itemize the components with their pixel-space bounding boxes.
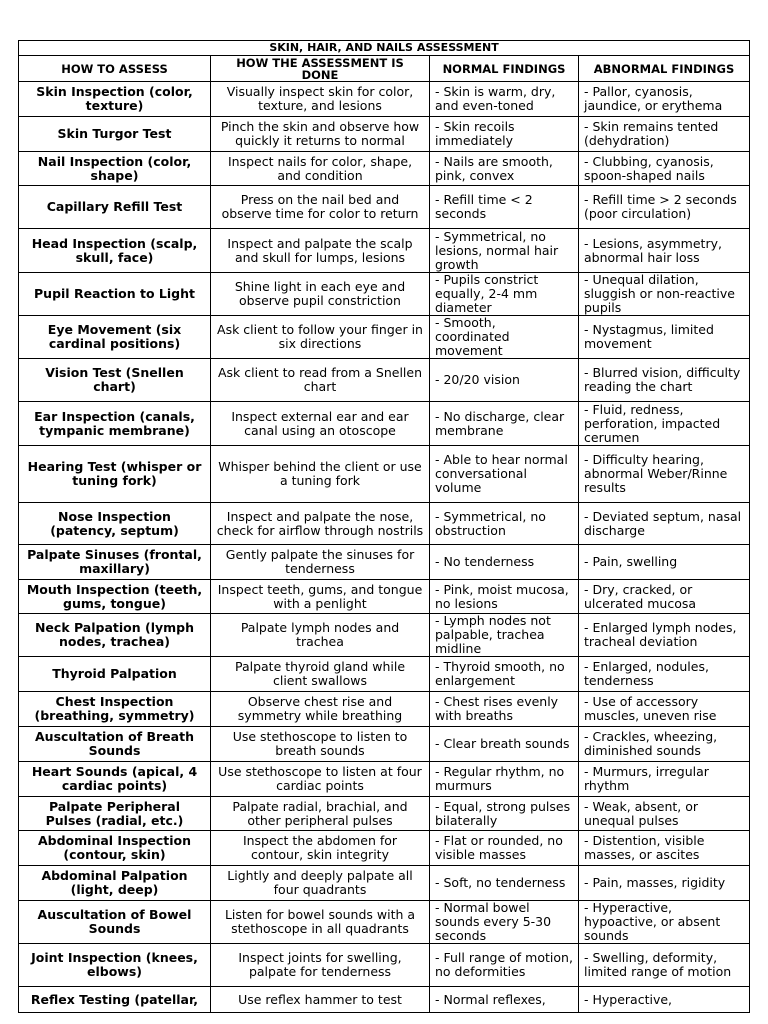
assessment-name-cell: Nail Inspection (color, shape): [19, 152, 211, 186]
abnormal-findings-cell: - Distention, visible masses, or ascites: [579, 831, 750, 866]
table-row: [19, 692, 750, 727]
normal-findings-cell: - 20/20 vision: [430, 359, 579, 402]
abnormal-findings-cell: - Weak, absent, or unequal pulses: [579, 797, 750, 831]
table-row: [19, 402, 750, 446]
table-row: [19, 944, 750, 987]
assessment-name-cell: Hearing Test (whisper or tuning fork): [19, 446, 211, 503]
table-row: [19, 503, 750, 545]
assessment-method-cell: Inspect joints for swelling, palpate for tenderness: [211, 944, 430, 987]
abnormal-findings-cell: - Murmurs, irregular rhythm: [579, 762, 750, 797]
abnormal-findings-cell: - Hyperactive,: [579, 987, 750, 1013]
assessment-method-cell: Visually inspect skin for color, texture, and lesions: [211, 82, 430, 117]
header-row: [19, 56, 750, 82]
abnormal-findings-cell: - Blurred vision, difficulty reading the chart: [579, 359, 750, 402]
assessment-method-cell: Use stethoscope to listen to breath sounds: [211, 727, 430, 762]
assessment-method-cell: Palpate lymph nodes and trachea: [211, 614, 430, 657]
assessment-name-cell: Joint Inspection (knees, elbows): [19, 944, 211, 987]
normal-findings-cell: - Flat or rounded, no visible masses: [430, 831, 579, 866]
assessment-name-cell: Palpate Peripheral Pulses (radial, etc.): [19, 797, 211, 831]
table-row: [19, 987, 750, 1013]
abnormal-findings-cell: - Fluid, redness, perforation, impacted cerumen: [579, 402, 750, 446]
normal-findings-cell: - Lymph nodes not palpable, trachea midline: [430, 614, 579, 657]
abnormal-findings-cell: - Crackles, wheezing, diminished sounds: [579, 727, 750, 762]
normal-findings-cell: - Smooth, coordinated movement: [430, 316, 579, 359]
table-row: [19, 359, 750, 402]
abnormal-findings-cell: - Hyperactive, hypoactive, or absent sounds: [579, 901, 750, 944]
assessment-method-cell: Inspect the abdomen for contour, skin integrity: [211, 831, 430, 866]
assessment-name-cell: Neck Palpation (lymph nodes, trachea): [19, 614, 211, 657]
abnormal-findings-cell: - Dry, cracked, or ulcerated mucosa: [579, 580, 750, 614]
abnormal-findings-cell: - Refill time > 2 seconds (poor circulation): [579, 186, 750, 229]
column-header-how-done: HOW THE ASSESSMENT IS DONE: [211, 56, 430, 82]
table-body: [19, 82, 750, 1013]
column-header-how-to-assess: HOW TO ASSESS: [19, 56, 211, 82]
abnormal-findings-cell: - Swelling, deformity, limited range of motion: [579, 944, 750, 987]
column-header-abnormal-findings: ABNORMAL FINDINGS: [579, 56, 750, 82]
normal-findings-cell: - Clear breath sounds: [430, 727, 579, 762]
assessment-name-cell: Heart Sounds (apical, 4 cardiac points): [19, 762, 211, 797]
normal-findings-cell: - Thyroid smooth, no enlargement: [430, 657, 579, 692]
assessment-name-cell: Auscultation of Breath Sounds: [19, 727, 211, 762]
assessment-method-cell: Use stethoscope to listen at four cardiac points: [211, 762, 430, 797]
table-row: [19, 727, 750, 762]
assessment-name-cell: Abdominal Palpation (light, deep): [19, 866, 211, 901]
normal-findings-cell: - Regular rhythm, no murmurs: [430, 762, 579, 797]
abnormal-findings-cell: - Use of accessory muscles, uneven rise: [579, 692, 750, 727]
assessment-method-cell: Whisper behind the client or use a tuning fork: [211, 446, 430, 503]
abnormal-findings-cell: - Pain, masses, rigidity: [579, 866, 750, 901]
assessment-method-cell: Pinch the skin and observe how quickly it returns to normal: [211, 117, 430, 152]
assessment-name-cell: Nose Inspection (patency, septum): [19, 503, 211, 545]
assessment-name-cell: Reflex Testing (patellar,: [19, 987, 211, 1013]
table-row: [19, 580, 750, 614]
normal-findings-cell: - Soft, no tenderness: [430, 866, 579, 901]
normal-findings-cell: - Skin is warm, dry, and even-toned: [430, 82, 579, 117]
normal-findings-cell: - Pink, moist mucosa, no lesions: [430, 580, 579, 614]
assessment-name-cell: Palpate Sinuses (frontal, maxillary): [19, 545, 211, 580]
assessment-method-cell: Observe chest rise and symmetry while breathing: [211, 692, 430, 727]
abnormal-findings-cell: - Pain, swelling: [579, 545, 750, 580]
abnormal-findings-cell: - Lesions, asymmetry, abnormal hair loss: [579, 229, 750, 273]
normal-findings-cell: - Equal, strong pulses bilaterally: [430, 797, 579, 831]
assessment-method-cell: Palpate thyroid gland while client swallows: [211, 657, 430, 692]
assessment-method-cell: Ask client to follow your finger in six directions: [211, 316, 430, 359]
abnormal-findings-cell: - Enlarged, nodules, tenderness: [579, 657, 750, 692]
table-row: [19, 316, 750, 359]
assessment-method-cell: Inspect teeth, gums, and tongue with a penlight: [211, 580, 430, 614]
table-row: [19, 614, 750, 657]
table-title: SKIN, HAIR, AND NAILS ASSESSMENT: [19, 41, 750, 56]
table-row: [19, 273, 750, 316]
assessment-name-cell: Skin Turgor Test: [19, 117, 211, 152]
abnormal-findings-cell: - Skin remains tented (dehydration): [579, 117, 750, 152]
table-row: [19, 901, 750, 944]
table-row: [19, 545, 750, 580]
assessment-method-cell: Palpate radial, brachial, and other peripheral pulses: [211, 797, 430, 831]
abnormal-findings-cell: - Deviated septum, nasal discharge: [579, 503, 750, 545]
assessment-name-cell: Skin Inspection (color, texture): [19, 82, 211, 117]
table-row: [19, 117, 750, 152]
table-row: [19, 82, 750, 117]
assessment-method-cell: Inspect and palpate the nose, check for airflow through nostrils: [211, 503, 430, 545]
table-row: [19, 446, 750, 503]
normal-findings-cell: - Normal reflexes,: [430, 987, 579, 1013]
table-row: [19, 657, 750, 692]
table-row: [19, 229, 750, 273]
normal-findings-cell: - Symmetrical, no lesions, normal hair growth: [430, 229, 579, 273]
assessment-name-cell: Ear Inspection (canals, tympanic membrane): [19, 402, 211, 446]
abnormal-findings-cell: - Pallor, cyanosis, jaundice, or erythema: [579, 82, 750, 117]
normal-findings-cell: - Full range of motion, no deformities: [430, 944, 579, 987]
assessment-method-cell: Inspect and palpate the scalp and skull for lumps, lesions: [211, 229, 430, 273]
normal-findings-cell: - No discharge, clear membrane: [430, 402, 579, 446]
table-row: [19, 831, 750, 866]
normal-findings-cell: - Refill time < 2 seconds: [430, 186, 579, 229]
assessment-name-cell: Abdominal Inspection (contour, skin): [19, 831, 211, 866]
assessment-method-cell: Inspect external ear and ear canal using an otoscope: [211, 402, 430, 446]
assessment-method-cell: Listen for bowel sounds with a stethoscope in all quadrants: [211, 901, 430, 944]
assessment-name-cell: Pupil Reaction to Light: [19, 273, 211, 316]
normal-findings-cell: - Symmetrical, no obstruction: [430, 503, 579, 545]
assessment-name-cell: Chest Inspection (breathing, symmetry): [19, 692, 211, 727]
table-row: [19, 152, 750, 186]
assessment-name-cell: Capillary Refill Test: [19, 186, 211, 229]
abnormal-findings-cell: - Difficulty hearing, abnormal Weber/Rinne results: [579, 446, 750, 503]
normal-findings-cell: - No tenderness: [430, 545, 579, 580]
assessment-name-cell: Mouth Inspection (teeth, gums, tongue): [19, 580, 211, 614]
assessment-method-cell: Gently palpate the sinuses for tenderness: [211, 545, 430, 580]
table-row: [19, 186, 750, 229]
assessment-name-cell: Thyroid Palpation: [19, 657, 211, 692]
normal-findings-cell: - Able to hear normal conversational volume: [430, 446, 579, 503]
assessment-method-cell: Use reflex hammer to test: [211, 987, 430, 1013]
assessment-method-cell: Ask client to read from a Snellen chart: [211, 359, 430, 402]
assessment-name-cell: Eye Movement (six cardinal positions): [19, 316, 211, 359]
normal-findings-cell: - Skin recoils immediately: [430, 117, 579, 152]
assessment-table: [18, 40, 750, 1013]
assessment-method-cell: Press on the nail bed and observe time for color to return: [211, 186, 430, 229]
assessment-name-cell: Vision Test (Snellen chart): [19, 359, 211, 402]
column-header-normal-findings: NORMAL FINDINGS: [430, 56, 579, 82]
assessment-name-cell: Auscultation of Bowel Sounds: [19, 901, 211, 944]
assessment-method-cell: Inspect nails for color, shape, and condition: [211, 152, 430, 186]
table-row: [19, 866, 750, 901]
table-row: [19, 762, 750, 797]
assessment-method-cell: Lightly and deeply palpate all four quadrants: [211, 866, 430, 901]
normal-findings-cell: - Normal bowel sounds every 5-30 seconds: [430, 901, 579, 944]
abnormal-findings-cell: - Unequal dilation, sluggish or non-reactive pupils: [579, 273, 750, 316]
table-row: [19, 797, 750, 831]
normal-findings-cell: - Nails are smooth, pink, convex: [430, 152, 579, 186]
abnormal-findings-cell: - Clubbing, cyanosis, spoon-shaped nails: [579, 152, 750, 186]
normal-findings-cell: - Chest rises evenly with breaths: [430, 692, 579, 727]
abnormal-findings-cell: - Nystagmus, limited movement: [579, 316, 750, 359]
assessment-method-cell: Shine light in each eye and observe pupil constriction: [211, 273, 430, 316]
abnormal-findings-cell: - Enlarged lymph nodes, tracheal deviation: [579, 614, 750, 657]
assessment-name-cell: Head Inspection (scalp, skull, face): [19, 229, 211, 273]
normal-findings-cell: - Pupils constrict equally, 2-4 mm diameter: [430, 273, 579, 316]
